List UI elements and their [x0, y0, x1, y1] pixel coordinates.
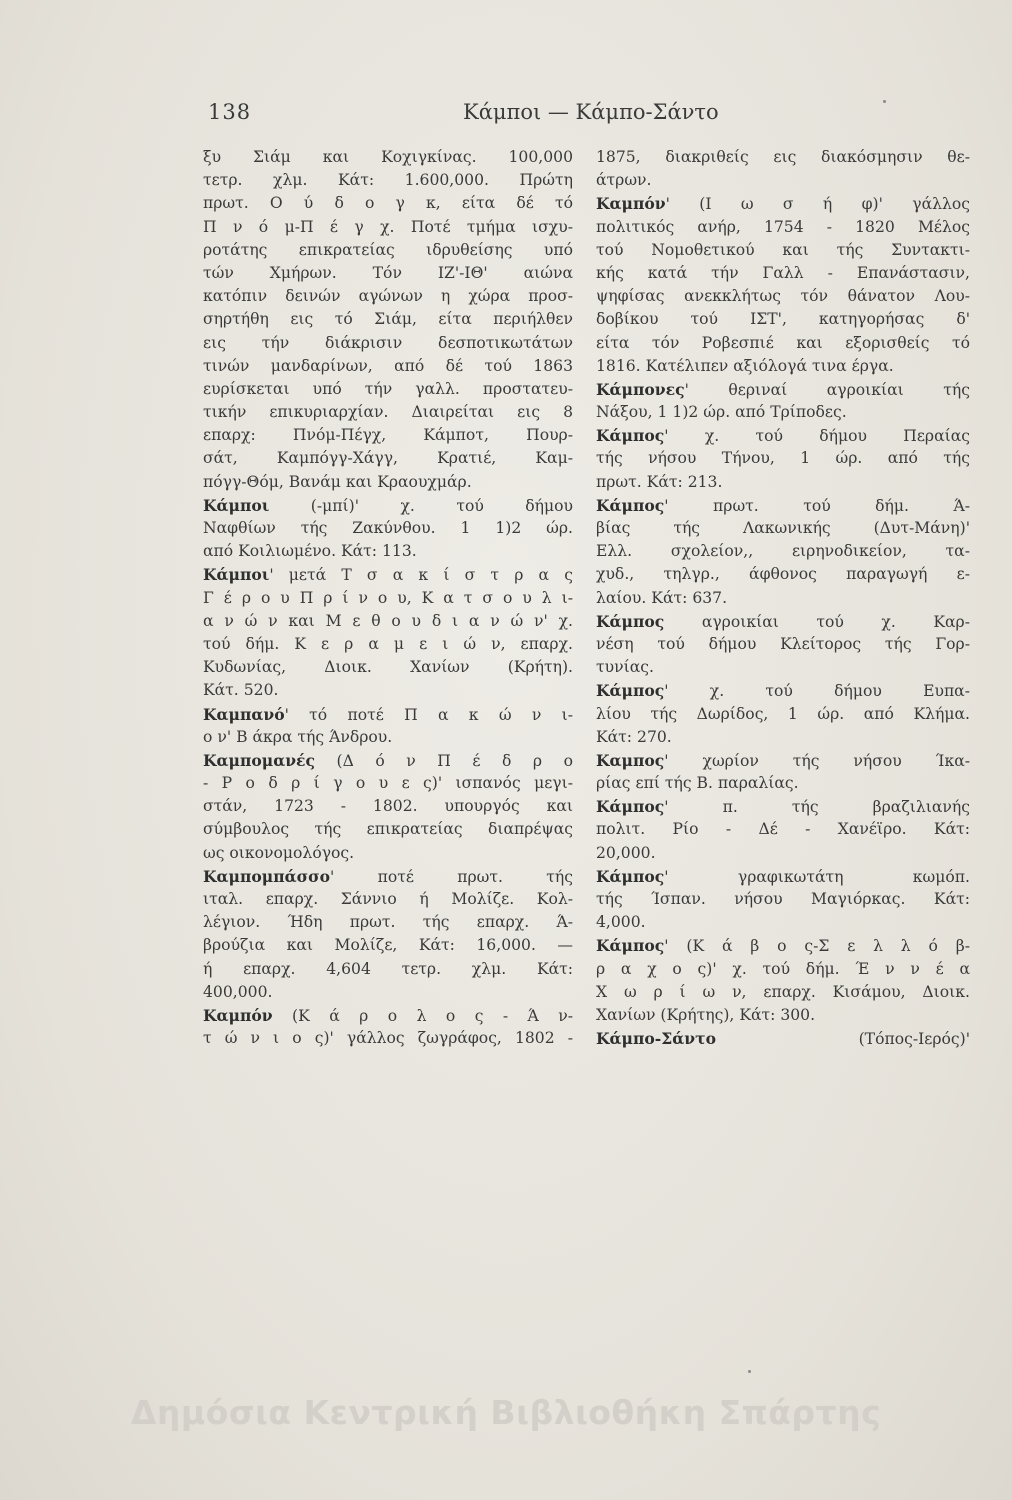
entry-text: άτρων. [596, 171, 652, 190]
entry-text: βρούζια και Μολίζε, Κάτ: 16,000. — [203, 936, 573, 955]
text-line [596, 703, 970, 726]
text-line [596, 169, 970, 192]
page-number: 138 [208, 100, 252, 124]
entry-text: Κάτ: 270. [596, 727, 672, 746]
text-line [203, 494, 573, 517]
entry-text: εις τήν διάκρισιν δεσποτικωτάτων [203, 333, 573, 352]
entry-text: τ ώ ν ι ο ς)' γάλλος ζωγράφος, 1802 - [203, 1029, 573, 1048]
text-line [596, 216, 970, 239]
entry-text: 1816. Κατέλιπεν αξιόλογά τινα έργα. [596, 356, 894, 375]
text-line [596, 888, 970, 911]
text-line [203, 308, 573, 331]
text-line [596, 749, 970, 772]
entry-text: - Ρ ο δ ρ ί γ ο υ ε ς)' ισπανός μεγι- [203, 774, 573, 793]
entry-text: ή επαρχ. 4,604 τετρ. χλμ. Κάτ: [203, 959, 573, 978]
text-line [596, 239, 970, 262]
text-line [596, 818, 970, 841]
text-line [203, 981, 573, 1004]
text-line [203, 726, 573, 749]
entry-text: Χ ω ρ ί ω ν, επαρχ. Κισάμου, Διοικ. [596, 982, 970, 1001]
entry-text: ο ν' Β άκρα τής Άνδρου. [203, 727, 393, 746]
entry-text: ' ποτέ πρωτ. τής [330, 867, 573, 886]
text-line [203, 795, 573, 818]
entry-headword: Κάμποι [203, 495, 270, 515]
entry-text: πόγγ-Θόμ, Βανάμ και Κραουχμάρ. [203, 472, 472, 491]
text-line [203, 239, 573, 262]
entry-headword: Κάμπος [596, 866, 665, 886]
entry-text: κής κατά τήν Γαλλ - Επανάστασιν, [596, 263, 970, 282]
text-line [596, 656, 970, 679]
text-line [596, 401, 970, 424]
entry-text: Ναφθίων τής Ζακύνθου. 1 1)2 ώρ. [203, 519, 573, 537]
text-line [203, 888, 573, 911]
entry-text: αγροικίαι τού χ. Καρ- [664, 612, 970, 631]
entry-text: ' μετά Τ σ α κ ί σ τ ρ α ς [269, 566, 573, 585]
text-line [203, 424, 573, 447]
text-line [596, 679, 970, 702]
library-watermark: Δημόσια Κεντρική Βιβλιοθήκη Σπάρτης [130, 1393, 882, 1432]
speck [883, 100, 886, 103]
entry-text: Γ έ ρ ο υ Π ρ ί ν ο υ, Κ α τ σ ο υ λ ι- [203, 588, 573, 607]
entry-text: Χανίων (Κρήτης), Κάτ: 300. [596, 1005, 816, 1024]
entry-text: Ελλ. σχολείον,, ειρηνοδικείον, τα- [596, 542, 970, 561]
text-line [596, 587, 970, 610]
text-line [203, 958, 573, 981]
text-line [203, 587, 573, 610]
text-line [203, 540, 573, 563]
entry-text: τετρ. χλμ. Κάτ: 1.600,000. Πρώτη [203, 171, 573, 190]
text-line [203, 285, 573, 308]
entry-text: ξυ Σιάμ και Κοχιγκίνας. 100,000 [203, 148, 573, 166]
entry-text: τής νήσου Τήνου, 1 ώρ. από τής [596, 449, 970, 468]
entry-text: 1875, διακριθείς εις διακόσμησιν θε- [596, 148, 970, 166]
entry-text: σηρτήθη εις τό Σιάμ, είτα περιήλθεν [203, 310, 573, 329]
entry-text: δοβίκου τού ΙΣΤ', κατηγορήσας δ' [596, 310, 970, 329]
entry-text: ' χ. τού δήμου Ευπα- [664, 682, 970, 701]
entry-text: τών Χμήρων. Τόν ΙΖ'-ΙΘ' αιώνα [203, 263, 573, 282]
entry-text: σάτ, Καμπόγγ-Χάγγ, Κρατιέ, Καμ- [203, 449, 573, 468]
entry-text: Κυδωνίας, Διοικ. Χανίων (Κρήτη). [203, 658, 573, 677]
text-line [596, 471, 970, 494]
text-line [596, 934, 970, 957]
entry-text: 4,000. [596, 913, 646, 932]
entry-text: πολιτ. Ρίο - Δέ - Χανέϊρο. Κάτ: [596, 820, 970, 839]
right-column [596, 146, 970, 1050]
text-line [596, 308, 970, 331]
entry-text: ' (Ι ω σ ή φ)' γάλλος [665, 195, 970, 214]
text-line [203, 749, 573, 772]
entry-headword: Καμπόν [596, 194, 666, 214]
entry-headword: Κάμπος [596, 936, 665, 956]
text-line [596, 633, 970, 656]
entry-text: τής Ίσπαν. νήσου Μαγιόρκας. Κάτ: [596, 890, 970, 908]
text-line [596, 447, 970, 470]
text-line [596, 1027, 970, 1050]
text-line [596, 285, 970, 308]
entry-headword: Κάμπος [596, 797, 665, 817]
entry-text: κατόπιν δεινών αγώνων η χώρα προσ- [203, 287, 573, 306]
entry-text: ψηφίσας ανεκκλήτως τόν θάνατον Λου- [596, 287, 970, 306]
entry-text: τυνίας. [596, 658, 654, 677]
text-line [203, 447, 573, 470]
entry-headword: Κάμπος [596, 426, 665, 446]
text-line [596, 865, 970, 888]
text-line [203, 865, 573, 888]
entry-text: βίας τής Λακωνικής (Δυτ-Μάνη)' [596, 519, 970, 537]
entry-text: τού Νομοθετικού και τής Συντακτι- [596, 240, 970, 259]
entry-text: πρωτ. Ο ύ δ ο γ κ, είτα δέ τό [203, 194, 573, 213]
text-line [596, 726, 970, 749]
entry-text: ' γραφικωτάτη κωμόπ. [664, 867, 970, 886]
text-line [203, 262, 573, 285]
entry-text: 20,000. [596, 843, 656, 862]
text-line [203, 378, 573, 401]
entry-text: ' τό ποτέ Π α κ ώ ν ι- [284, 705, 573, 724]
text-line [203, 703, 573, 726]
text-line [203, 818, 573, 841]
speck [748, 1370, 751, 1373]
text-line [596, 1004, 970, 1027]
text-line [596, 911, 970, 934]
text-line [596, 842, 970, 865]
entry-text: τικήν επικυριαρχίαν. Διαιρείται εις 8 [203, 403, 573, 422]
entry-text: Νάξου, 1 1)2 ώρ. από Τρίποδες. [596, 403, 847, 422]
text-line [203, 911, 573, 934]
entry-text: τού δήμ. Κ ε ρ α μ ε ι ώ ν, επαρχ. [203, 634, 573, 653]
running-head: Κάμποι — Κάμπο-Σάντο [463, 100, 719, 124]
text-line [596, 378, 970, 401]
text-line [596, 772, 970, 795]
text-line [203, 401, 573, 424]
text-line [596, 981, 970, 1004]
entry-text: ' πρωτ. τού δήμ. Ά- [664, 496, 970, 515]
text-line [203, 656, 573, 679]
text-line [203, 934, 573, 957]
entry-headword: Κάμπος [596, 611, 665, 631]
entry-text: Π ν ό μ-Π έ γ χ. Ποτέ τμήμα ισχυ- [203, 217, 573, 236]
text-line [203, 633, 573, 656]
entry-text: νέση τού δήμου Κλείτορος τής Γορ- [596, 634, 970, 653]
entry-headword: Καμπος [596, 750, 665, 770]
text-line [203, 610, 573, 633]
entry-text: χυδ., τηλγρ., άφθονος παραγωγή ε- [596, 565, 970, 584]
text-line [203, 216, 573, 239]
text-line [596, 517, 970, 540]
entry-headword: Κάμπος [596, 495, 665, 515]
page-header [208, 100, 768, 134]
text-line [203, 679, 573, 702]
text-line [596, 192, 970, 215]
entry-text: ρίας επί τής Β. παραλίας. [596, 774, 799, 793]
entry-text: είτα τόν Ροβεσπιέ και εξορισθείς τό [596, 333, 970, 352]
entry-text: (Κ ά ρ ο λ ο ς - Ά ν- [272, 1006, 573, 1025]
entry-text: τινών μανδαρίνων, από δέ τού 1863 [203, 356, 573, 375]
text-line [203, 192, 573, 215]
entry-text: πολιτικός ανήρ, 1754 - 1820 Μέλος [596, 217, 970, 236]
text-line [203, 1004, 573, 1027]
entry-headword: Κάμπο-Σάντο [596, 1029, 716, 1049]
entry-text: ροτάτης επικρατείας ιδρυθείσης υπό [203, 240, 573, 259]
entry-text: στάν, 1723 - 1802. υπουργός και [203, 797, 573, 816]
entry-text: 400,000. [203, 982, 273, 1001]
entry-text: ' θεριναί αγροικίαι τής [684, 380, 970, 399]
entry-text: σύμβουλος τής επικρατείας διαπρέψας [203, 820, 573, 839]
text-line [203, 146, 573, 169]
entry-text: (Δ ό ν Π έ δ ρ ο [315, 751, 573, 770]
entry-headword: Καμπομανές [203, 750, 315, 770]
entry-text: ως οικονομολόγος. [203, 843, 355, 862]
entry-text: ' π. τής βραζιλιανής [664, 798, 970, 817]
entry-text: λέγιον. Ήδη πρωτ. τής επαρχ. Ά- [203, 913, 573, 932]
entry-text: επαρχ: Πνόμ-Πέγχ, Κάμποτ, Πουρ- [203, 426, 573, 445]
entry-text: (-μπί)' χ. τού δήμου [269, 496, 573, 515]
entry-text: Κάτ. 520. [203, 681, 279, 700]
entry-headword: Κάμποι [203, 565, 270, 585]
text-line [203, 842, 573, 865]
text-line [596, 494, 970, 517]
entry-text: λίου τής Δωρίδος, 1 ώρ. από Κλήμα. [596, 704, 970, 723]
entry-text: πρωτ. Κάτ: 213. [596, 472, 723, 491]
text-line [596, 795, 970, 818]
entry-headword: Κάμπος [596, 681, 665, 701]
entry-text: ρ α χ ο ς)' χ. τού δήμ. Έ ν ν έ α [596, 959, 970, 978]
text-line [596, 958, 970, 981]
text-line [203, 355, 573, 378]
text-line [596, 563, 970, 586]
text-line [596, 146, 970, 169]
entry-text: α ν ώ ν και Μ ε θ ο υ δ ι α ν ώ ν' χ. [203, 611, 573, 630]
text-line [203, 772, 573, 795]
entry-text: (Τόπος-Ιερός)' [716, 1030, 970, 1049]
text-line [203, 169, 573, 192]
text-line [203, 332, 573, 355]
entry-headword: Κάμπονες [596, 379, 685, 399]
text-line [596, 332, 970, 355]
entry-headword: Καμπομπάσσο [203, 866, 331, 886]
entry-headword: Καμπόν [203, 1005, 273, 1025]
text-line [203, 517, 573, 540]
text-line [203, 563, 573, 586]
entry-text: ' χωρίον τής νήσου Ίκα- [664, 751, 970, 770]
text-line [596, 610, 970, 633]
entry-text: ιταλ. επαρχ. Σάννιο ή Μολίζε. Κολ- [203, 890, 573, 908]
text-line [596, 540, 970, 563]
entry-text: ' χ. τού δήμου Περαίας [664, 427, 970, 446]
text-line [596, 262, 970, 285]
entry-headword: Καμπανό [203, 704, 285, 724]
text-line [596, 355, 970, 378]
text-line [203, 471, 573, 494]
text-line [203, 1027, 573, 1050]
left-column [203, 146, 573, 1050]
entry-text: ' (Κ ά β ο ς-Σ ε λ λ ό β- [664, 937, 970, 956]
entry-text: ευρίσκεται υπό τήν γαλλ. προστατευ- [203, 379, 573, 398]
entry-text: από Κοιλιωμένο. Κάτ: 113. [203, 542, 417, 561]
entry-text: λαίου. Κάτ: 637. [596, 588, 728, 607]
text-line [596, 424, 970, 447]
